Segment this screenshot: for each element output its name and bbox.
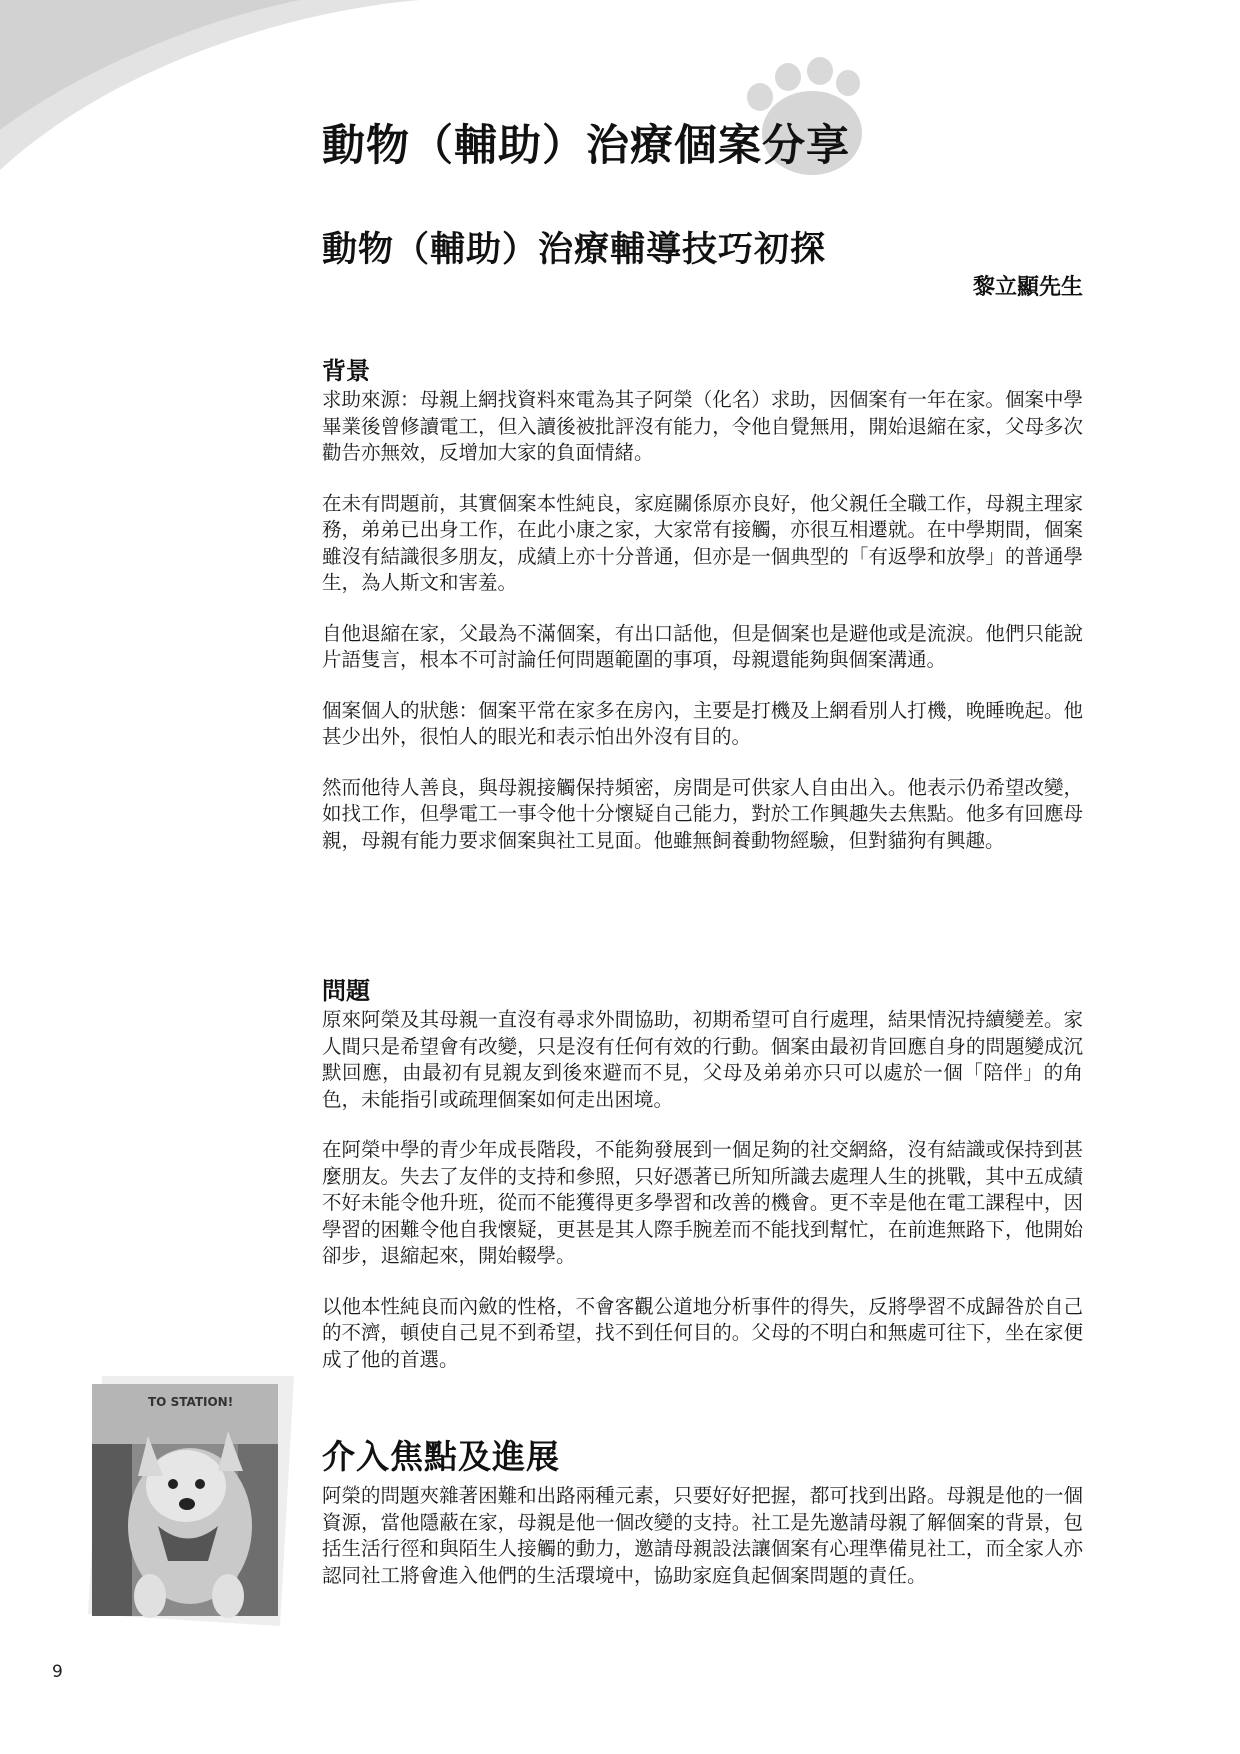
paragraph: 阿榮的問題夾雜著困難和出路兩種元素，只要好好把握，都可找到出路。母親是他的一個資源，當他隱蔽在家，母親是他一個改變的支持。社工是先邀請母親了解個案的背景，包括生活行徑和與陌生人接觸的動力，邀請母親設法讓個案有心理準備見社工，而全家人亦認同社工將會進入他們的生活環境中，協助家庭負起個案問題的責任。 [322, 1484, 1083, 1587]
section-heading-background: 背景 [322, 357, 370, 385]
paragraph: 然而他待人善良，與母親接觸保持頻密，房間是可供家人自由出入。他表示仍希望改變，如找工作，但學電工一事令他十分懷疑自己能力，對於工作興趣失去焦點。他多有回應母親，母親有能力要求個案與社工見面。他雖無飼養動物經驗，但對貓狗有興趣。 [322, 775, 1083, 852]
page-number: 9 [52, 1662, 63, 1682]
dog-photo [88, 1376, 294, 1626]
paragraph: 個案個人的狀態：個案平常在家多在房內，主要是打機及上網看別人打機，晚睡晚起。他甚少出外，很怕人的眼光和表示怕出外沒有目的。 [322, 698, 1083, 748]
paragraph: 在阿榮中學的青少年成長階段，不能夠發展到一個足夠的社交網絡，沒有結識或保持到甚麼朋友。失去了友伴的支持和參照，只好憑著已所知所識去處理人生的挑戰，其中五成績不好未能令他升班，從而不能獲得更多學習和改善的機會。更不幸是他在電工課程中，因學習的困難令他自我懷疑，更甚是其人際手腕差而不能找到幫忙，在前進無路下，他開始卻步，退縮起來，開始輟學。 [322, 1138, 1083, 1267]
paragraph: 以他本性純良而內斂的性格，不會客觀公道地分析事件的得失，反將學習不成歸咎於自己的不濟，頓使自己見不到希望，找不到任何目的。父母的不明白和無處可往下，坐在家便成了他的首選。 [322, 1294, 1083, 1371]
section-heading-intervention: 介入焦點及進展 [322, 1437, 560, 1476]
paragraph: 求助來源：母親上網找資料來電為其子阿榮（化名）求助，因個案有一年在家。個案中學畢業後曾修讀電工，但入讀後被批評沒有能力，令他自覺無用，開始退縮在家，父母多次勸告亦無效，反增加大家的負面情緒。 [322, 388, 1083, 464]
section-intervention [322, 1437, 1083, 1613]
section-background [322, 355, 1083, 878]
author-name: 黎立顯先生 [972, 275, 1083, 300]
page-title: 動物（輔助）治療個案分享 [322, 121, 850, 171]
article-subtitle: 動物（輔助）治療輔導技巧初探 [322, 230, 827, 270]
section-heading-problem: 問題 [322, 977, 370, 1005]
section-problem [322, 975, 1083, 1397]
photo-sign-text: TO STATION! [148, 1395, 234, 1409]
paragraph: 原來阿榮及其母親一直沒有尋求外間協助，初期希望可自行處理，結果情況持續變差。家人間只是希望會有改變，只是沒有任何有效的行動。個案由最初肯回應自身的問題變成沉默回應，由最初有見親友到後來避而不見，父母及弟弟亦只可以處於一個「陪伴」的角色，未能指引或疏理個案如何走出困境。 [322, 1008, 1083, 1111]
paragraph: 自他退縮在家，父最為不滿個案，有出口話他，但是個案也是避他或是流淚。他們只能說片語隻言，根本不可討論任何問題範圍的事項，母親還能夠與個案溝通。 [322, 621, 1083, 671]
paragraph: 在未有問題前，其實個案本性純良，家庭關係原亦良好，他父親任全職工作，母親主理家務，弟弟已出身工作，在此小康之家，大家常有接觸，亦很互相遷就。在中學期間，個案雖沒有結識很多朋友，成績上亦十分普通，但亦是一個典型的「有返學和放學」的普通學生，為人斯文和害羞。 [322, 491, 1083, 594]
